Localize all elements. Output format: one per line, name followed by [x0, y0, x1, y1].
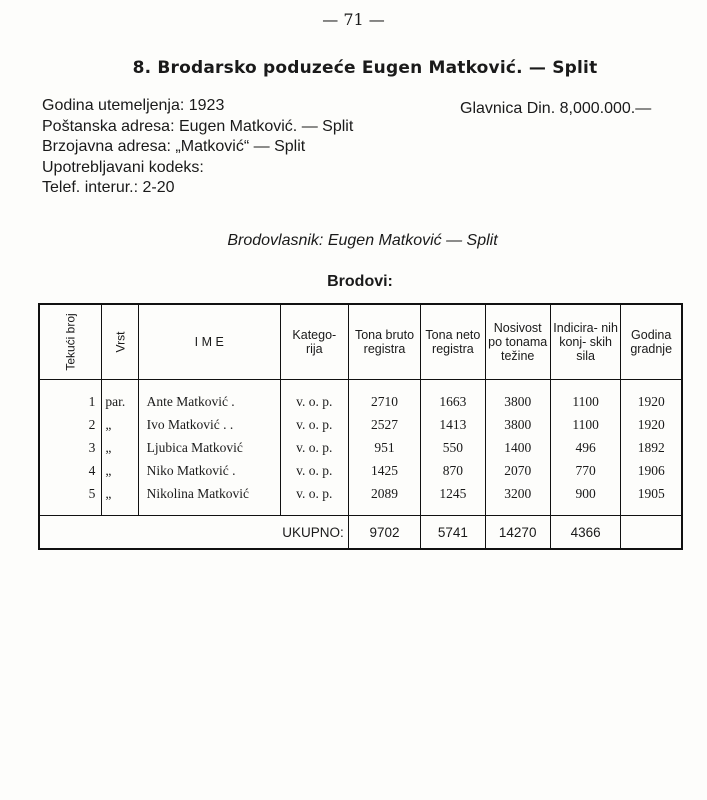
table-row [39, 413, 682, 436]
header-name: I M E [138, 304, 280, 380]
row-year: 1905 [621, 482, 682, 516]
row-gross: 2527 [348, 413, 421, 436]
table-row [39, 380, 682, 414]
row-name: Ante Matković . [138, 380, 280, 414]
row-type: par. [102, 380, 138, 414]
postal-address-line: Poštanska adresa: Eugen Matković. — Split [42, 117, 354, 135]
table-header-row [39, 304, 682, 380]
total-net: 5741 [421, 516, 485, 550]
total-label: UKUPNO: [39, 516, 348, 550]
row-year: 1920 [621, 413, 682, 436]
row-no: 3 [39, 436, 102, 459]
header-type: Vrst [102, 304, 138, 380]
ships-table [38, 303, 683, 550]
row-gross: 1425 [348, 459, 421, 482]
capital-line: Glavnica Din. 8,000.000.— [460, 100, 652, 117]
total-year [621, 516, 682, 550]
row-net: 1245 [421, 482, 485, 516]
row-name: Ivo Matković . . [138, 413, 280, 436]
row-no: 2 [39, 413, 102, 436]
row-category: v. o. p. [280, 459, 348, 482]
row-net: 1413 [421, 413, 485, 436]
row-type: „ [102, 482, 138, 516]
header-capacity: Nosivost po tonama težine [485, 304, 550, 380]
total-hp: 4366 [550, 516, 621, 550]
header-category: Katego- rija [280, 304, 348, 380]
row-net: 550 [421, 436, 485, 459]
row-category: v. o. p. [280, 380, 348, 414]
header-year: Godina gradnje [621, 304, 682, 380]
founded-line: Godina utemeljenja: 1923 [42, 97, 225, 114]
row-name: Niko Matković . [138, 459, 280, 482]
page-number: — 71 — [322, 10, 385, 29]
row-hp: 900 [550, 482, 621, 516]
header-horsepower: Indicira- nih konj- skih sila [550, 304, 621, 380]
row-category: v. o. p. [280, 413, 348, 436]
row-year: 1906 [621, 459, 682, 482]
header-net: Tona neto registra [421, 304, 485, 380]
row-name: Nikolina Matković [138, 482, 280, 516]
table-row [39, 436, 682, 459]
row-capacity: 2070 [485, 459, 550, 482]
row-no: 4 [39, 459, 102, 482]
company-title: 8. Brodarsko poduzeće Eugen Matković. — Split [132, 58, 598, 78]
row-capacity: 1400 [485, 436, 550, 459]
row-type: „ [102, 413, 138, 436]
row-category: v. o. p. [280, 482, 348, 516]
table-row [39, 459, 682, 482]
row-hp: 770 [550, 459, 621, 482]
row-gross: 2089 [348, 482, 421, 516]
company-info [42, 96, 353, 199]
row-hp: 1100 [550, 413, 621, 436]
row-category: v. o. p. [280, 436, 348, 459]
codes-line: Upotrebljavani kodeks: [42, 158, 204, 176]
row-net: 1663 [421, 380, 485, 414]
row-gross: 951 [348, 436, 421, 459]
row-hp: 496 [550, 436, 621, 459]
row-no: 1 [39, 380, 102, 414]
phone-line: Telef. interur.: 2-20 [42, 179, 175, 196]
row-name: Ljubica Matković [138, 436, 280, 459]
header-no: Tekući broj [39, 304, 102, 380]
row-hp: 1100 [550, 380, 621, 414]
telegraph-address-line: Brzojavna adresa: „Matković“ — Split [42, 138, 306, 155]
ships-heading: Brodovi: [327, 273, 393, 290]
row-capacity: 3800 [485, 413, 550, 436]
row-year: 1920 [621, 380, 682, 414]
row-year: 1892 [621, 436, 682, 459]
row-type: „ [102, 459, 138, 482]
total-gross: 9702 [348, 516, 421, 550]
total-row [39, 516, 682, 550]
row-capacity: 3800 [485, 380, 550, 414]
row-type: „ [102, 436, 138, 459]
header-gross: Tona bruto registra [348, 304, 421, 380]
row-gross: 2710 [348, 380, 421, 414]
table-row [39, 482, 682, 516]
row-no: 5 [39, 482, 102, 516]
owner-line: Brodovlasnik: Eugen Matković — Split [227, 232, 498, 249]
row-net: 870 [421, 459, 485, 482]
row-capacity: 3200 [485, 482, 550, 516]
total-capacity: 14270 [485, 516, 550, 550]
